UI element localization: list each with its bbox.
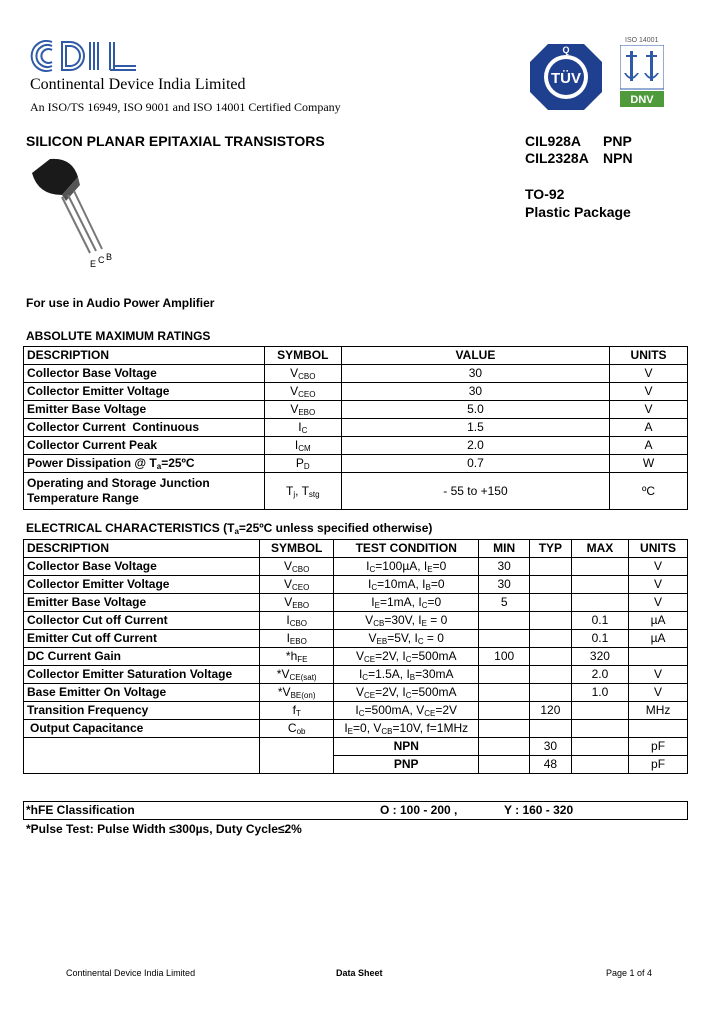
- row-test-condition: $I_C=100\mu A$, $I_E=0$: [334, 558, 479, 576]
- row-min: 30: [479, 576, 530, 594]
- row-description: Operating and Storage Junction Temperature Range: [24, 473, 265, 510]
- row-value: 2.0: [341, 437, 609, 455]
- row-value: 30: [341, 365, 609, 383]
- row-max: 320: [571, 648, 628, 666]
- row-typ: [530, 648, 572, 666]
- row-description: Collector Emitter Saturation Voltage: [24, 666, 260, 684]
- npn-typ: 30: [530, 738, 572, 756]
- row-test-condition: $V_{EB}=5V$, $I_C = 0$: [334, 630, 479, 648]
- row-min: 100: [479, 648, 530, 666]
- row-symbol: $I_{CBO}$: [260, 612, 334, 630]
- table-row: [24, 720, 688, 738]
- row-symbol: $*V_{CE(sat)}$: [260, 666, 334, 684]
- table-row: [24, 558, 688, 576]
- row-typ: [530, 666, 572, 684]
- table-row: [24, 612, 688, 630]
- row-symbol: $V_{EBO}$: [260, 594, 334, 612]
- document-title: SILICON PLANAR EPITAXIAL TRANSISTORS: [26, 133, 325, 149]
- table-row: [24, 648, 688, 666]
- row-description: DC Current Gain: [24, 648, 260, 666]
- row-max: [571, 576, 628, 594]
- table-row: [24, 666, 688, 684]
- row-symbol: $T_j$, $T_{stg}$: [264, 473, 341, 510]
- row-symbol: $V_{EBO}$: [264, 401, 341, 419]
- table-row: [24, 383, 688, 401]
- part-type-1: PNP: [603, 133, 632, 149]
- elec-char-title: ELECTRICAL CHARACTERISTICS ($T_a=25ºC$ unless specified otherwise): [26, 521, 433, 536]
- svg-text:TÜV: TÜV: [551, 70, 581, 87]
- row-test-condition: $I_E=0$, $V_{CB}=10V$, f=1MHz: [334, 720, 479, 738]
- table-header-row: [24, 347, 688, 365]
- package-type: TO-92: [525, 186, 565, 202]
- row-typ: [530, 684, 572, 702]
- table-row: [24, 401, 688, 419]
- iso-14001-label: ISO 14001: [625, 37, 659, 44]
- row-symbol: $V_{CEO}$: [264, 383, 341, 401]
- company-tagline: An ISO/TS 16949, ISO 9001 and ISO 14001 Certified Company: [30, 100, 341, 114]
- row-description: Collector Emitter Voltage: [24, 576, 260, 594]
- row-unit: W: [610, 455, 688, 473]
- pin-label-b: B: [106, 252, 113, 262]
- table-row: [24, 702, 688, 720]
- row-unit: V: [610, 383, 688, 401]
- row-max: [571, 702, 628, 720]
- application-note: For use in Audio Power Amplifier: [26, 296, 215, 310]
- table-row: [24, 756, 688, 774]
- row-description: Emitter Cut off Current: [24, 630, 260, 648]
- row-unit: ºC: [610, 473, 688, 510]
- row-typ: [530, 558, 572, 576]
- row-value: - 55 to +150: [341, 473, 609, 510]
- row-unit: [629, 648, 688, 666]
- table-row: [24, 594, 688, 612]
- table-header-row: [24, 540, 688, 558]
- row-description: Emitter Base Voltage: [24, 594, 260, 612]
- row-unit: A: [610, 437, 688, 455]
- table-row: [24, 419, 688, 437]
- row-symbol: $I_{CM}$: [264, 437, 341, 455]
- row-value: 5.0: [341, 401, 609, 419]
- col-description: DESCRIPTION: [24, 347, 265, 365]
- table-row: [24, 455, 688, 473]
- abs-max-table: [23, 346, 688, 510]
- col-units: UNITS: [629, 540, 688, 558]
- row-typ: 120: [530, 702, 572, 720]
- col-value: VALUE: [341, 347, 609, 365]
- row-unit: V: [629, 684, 688, 702]
- row-symbol: $V_{CBO}$: [260, 558, 334, 576]
- pnp-typ: 48: [530, 756, 572, 774]
- row-max: 0.1: [571, 630, 628, 648]
- row-unit: µA: [629, 612, 688, 630]
- dnv-text: DNV: [630, 94, 654, 106]
- to92-package-drawing: [28, 155, 128, 270]
- col-description: DESCRIPTION: [24, 540, 260, 558]
- col-test-condition: TEST CONDITION: [334, 540, 479, 558]
- col-units: UNITS: [610, 347, 688, 365]
- row-description: Collector Emitter Voltage: [24, 383, 265, 401]
- row-unit: V: [629, 558, 688, 576]
- row-typ: [530, 594, 572, 612]
- row-description: Base Emitter On Voltage: [24, 684, 260, 702]
- row-value: 1.5: [341, 419, 609, 437]
- row-description: Collector Base Voltage: [24, 365, 265, 383]
- col-typ: TYP: [530, 540, 572, 558]
- row-unit: A: [610, 419, 688, 437]
- row-min: [479, 630, 530, 648]
- row-unit: V: [610, 365, 688, 383]
- hfe-class-y: Y : 160 - 320: [504, 803, 574, 817]
- company-logo: [30, 36, 140, 76]
- row-test-condition: $I_C=10mA$, $I_B=0$: [334, 576, 479, 594]
- row-symbol: $C_{ob}$: [260, 720, 334, 738]
- row-min: 30: [479, 558, 530, 576]
- row-description: Power Dissipation @ $T_a=25ºC$: [24, 455, 265, 473]
- electrical-characteristics-table: [23, 539, 688, 774]
- pnp-label: PNP: [334, 756, 479, 774]
- row-symbol: $*h_{FE}$: [260, 648, 334, 666]
- row-min: [479, 684, 530, 702]
- row-symbol: $*V_{BE(on)}$: [260, 684, 334, 702]
- row-test-condition: $V_{CE}=2V$, $I_C=500mA$: [334, 684, 479, 702]
- row-typ: [530, 630, 572, 648]
- row-unit: V: [629, 666, 688, 684]
- table-row: [24, 437, 688, 455]
- row-unit: V: [610, 401, 688, 419]
- row-symbol: $V_{CEO}$: [260, 576, 334, 594]
- row-description: Output Capacitance: [24, 720, 260, 738]
- tuv-certification-badge: [528, 42, 604, 112]
- col-symbol: SYMBOL: [264, 347, 341, 365]
- footer-page-number: Page 1 of 4: [606, 968, 653, 978]
- row-value: 30: [341, 383, 609, 401]
- row-unit: V: [629, 576, 688, 594]
- row-description: Transition Frequency: [24, 702, 260, 720]
- part-name-2: CIL2328A: [525, 150, 589, 166]
- row-test-condition: $V_{CB}=30V$, $I_E = 0$: [334, 612, 479, 630]
- row-min: [479, 666, 530, 684]
- row-max: 2.0: [571, 666, 628, 684]
- row-symbol: $V_{CBO}$: [264, 365, 341, 383]
- row-description: Emitter Base Voltage: [24, 401, 265, 419]
- elec-table-body: [24, 558, 688, 720]
- col-min: MIN: [479, 540, 530, 558]
- table-row: [24, 365, 688, 383]
- abs-max-title: ABSOLUTE MAXIMUM RATINGS: [26, 329, 211, 343]
- footer-doc-type: Data Sheet: [336, 968, 383, 978]
- row-max: 0.1: [571, 612, 628, 630]
- dnv-anchor-logo: [620, 45, 664, 107]
- row-test-condition: $V_{CE}=2V$, $I_C=500mA$: [334, 648, 479, 666]
- row-unit: MHz: [629, 702, 688, 720]
- table-row: [24, 473, 688, 510]
- npn-unit: pF: [629, 738, 688, 756]
- row-test-condition: $I_E=1mA$, $I_C=0$: [334, 594, 479, 612]
- pin-label-c: C: [98, 255, 105, 265]
- row-symbol: $I_C$: [264, 419, 341, 437]
- row-test-condition: $I_C=1.5A$, $I_B=30mA$: [334, 666, 479, 684]
- company-name: Continental Device India Limited: [30, 76, 246, 93]
- row-symbol: $I_{EBO}$: [260, 630, 334, 648]
- row-min: [479, 702, 530, 720]
- table-row: [24, 684, 688, 702]
- row-symbol: $f_T$: [260, 702, 334, 720]
- hfe-class-o: O : 100 - 200 ,: [380, 803, 458, 817]
- col-max: MAX: [571, 540, 628, 558]
- svg-text:Q: Q: [562, 45, 570, 55]
- row-typ: [530, 612, 572, 630]
- row-test-condition: $I_C=500mA$, $V_{CE}=2V$: [334, 702, 479, 720]
- row-value: 0.7: [341, 455, 609, 473]
- col-symbol: SYMBOL: [260, 540, 334, 558]
- table-row: [24, 738, 688, 756]
- pulse-test-note: *Pulse Test: Pulse Width ≤300µs, Duty Cycle≤2%: [26, 822, 302, 836]
- npn-label: NPN: [334, 738, 479, 756]
- row-unit: V: [629, 594, 688, 612]
- row-unit: µA: [629, 630, 688, 648]
- row-description: Collector Cut off Current: [24, 612, 260, 630]
- row-typ: [530, 576, 572, 594]
- row-min: 5: [479, 594, 530, 612]
- part-name-1: CIL928A: [525, 133, 582, 149]
- package-desc: Plastic Package: [525, 204, 631, 220]
- row-max: 1.0: [571, 684, 628, 702]
- row-max: [571, 558, 628, 576]
- row-min: [479, 612, 530, 630]
- table-row: [24, 630, 688, 648]
- row-description: Collector Current Peak: [24, 437, 265, 455]
- row-max: [571, 594, 628, 612]
- part-type-2: NPN: [603, 150, 633, 166]
- row-description: Collector Current Continuous: [24, 419, 265, 437]
- pin-label-e: E: [90, 259, 97, 269]
- table-row: [24, 576, 688, 594]
- hfe-classification-label: *hFE Classification: [26, 803, 135, 817]
- row-symbol: $P_D$: [264, 455, 341, 473]
- footer-company: Continental Device India Limited: [66, 968, 196, 978]
- hfe-classification-box: [23, 801, 688, 820]
- row-description: Collector Base Voltage: [24, 558, 260, 576]
- pnp-unit: pF: [629, 756, 688, 774]
